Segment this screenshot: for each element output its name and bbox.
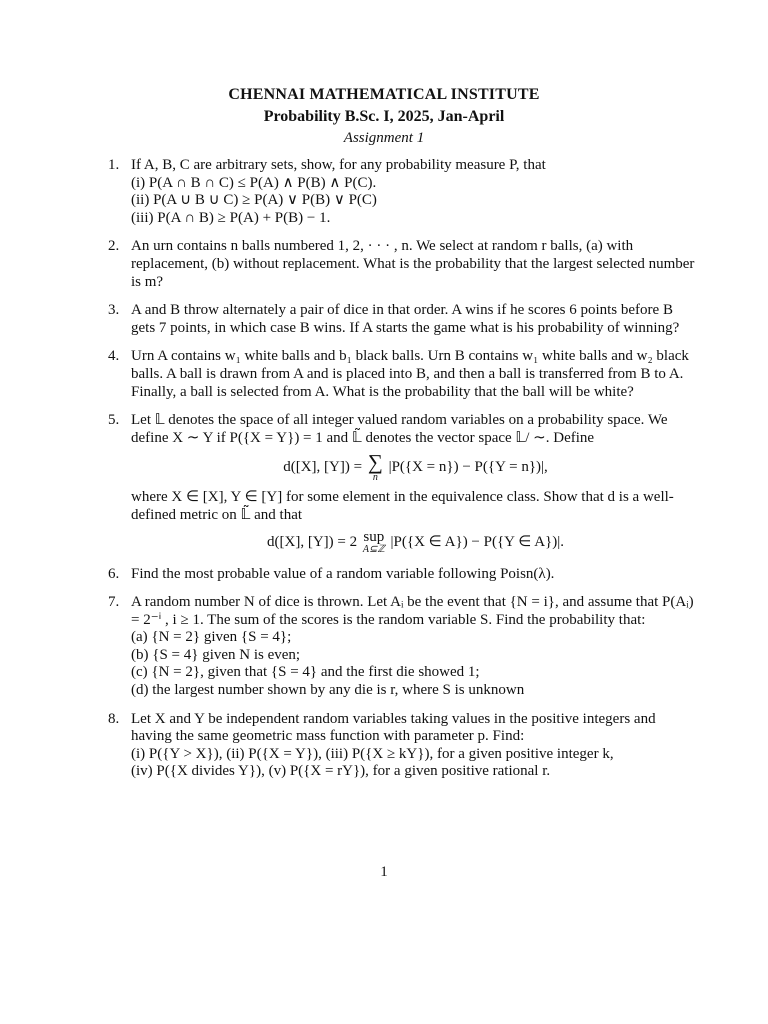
sup-index: A⊆ℤ — [362, 543, 385, 555]
sum-operator — [368, 452, 383, 483]
problem-number: 7. — [108, 594, 120, 611]
problem-number: 6. — [108, 565, 120, 582]
equation-rhs: |P({X = n}) − P({Y = n})|, — [388, 459, 548, 476]
problem-6 — [108, 566, 700, 584]
problem-number: 4. — [108, 348, 120, 365]
problem-text: Let 𝕃 denotes the space of all integer valued random variables on a probability space. We define X ∼ Y if P({X = Y}) = 1 and 𝕃̃ denotes the vector space 𝕃/ ∼. Define — [131, 412, 668, 446]
problem-part: (a) {N = 2} given {S = 4}; — [131, 629, 292, 646]
sum-index: n — [372, 472, 378, 484]
equation-rhs: |P({X ∈ A}) − P({Y ∈ A})|. — [390, 533, 564, 550]
metric-equation — [131, 452, 700, 483]
problem-number: 2. — [108, 238, 120, 255]
problem-5 — [108, 412, 700, 554]
equation-lhs: d([X], [Y]) = 2 — [267, 533, 358, 550]
problem-4 — [108, 348, 700, 401]
problem-2 — [108, 238, 700, 291]
problem-8 — [108, 711, 700, 781]
problem-number: 3. — [108, 302, 120, 319]
problem-7 — [108, 594, 700, 700]
problem-part: (i) P({Y > X}), (ii) P({X = Y}), (iii) P({X ≥ kY}), for a given positive integer k, — [131, 745, 614, 762]
problem-part: (b) {S = 4} given N is even; — [131, 646, 301, 663]
problem-list — [108, 157, 700, 792]
problem-text: If A, B, C are arbitrary sets, show, for any probability measure P, that — [131, 157, 546, 173]
problem-text: where X ∈ [X], Y ∈ [Y] for some element in the equivalence class. Show that d is a well-defined metric on 𝕃̃ and that — [131, 489, 674, 523]
page-number: 1 — [380, 864, 388, 880]
sup-symbol: sup — [363, 528, 385, 545]
problem-text: A and B throw alternately a pair of dice in that order. A wins if he scores 6 points before B gets 7 points, in which case B wins. If A starts the game what is his probability of winning? — [131, 302, 680, 336]
problem-text: Let X and Y be independent random variables taking values in the positive integers and having the same geometric mass function with parameter p. Find: — [131, 710, 656, 745]
sum-symbol: ∑ — [367, 450, 383, 475]
problem-part: (iv) P({X divides Y}), (v) P({X = rY}), for a given positive rational r. — [131, 763, 551, 780]
problem-text: Urn A contains w₁ white balls and b₁ black balls. Urn B contains w₁ white balls and w₂ black balls. A ball is drawn from A and is placed into B, and then a ball is transferred from B to A. Finally, a ball is selected from A. What is the probability that the ball will be white? — [131, 348, 689, 400]
problem-part: (i) P(A ∩ B ∩ C) ≤ P(A) ∧ P(B) ∧ P(C). — [131, 174, 377, 191]
problem-number: 1. — [108, 157, 120, 173]
institute-title: CHENNAI MATHEMATICAL INSTITUTE — [228, 86, 540, 103]
problem-part: (iii) P(A ∩ B) ≥ P(A) + P(B) − 1. — [131, 209, 331, 226]
sup-equation — [131, 530, 700, 555]
problem-text: A random number N of dice is thrown. Let Aᵢ be the event that {N = i}, and assume that P(Aᵢ) = 2⁻ⁱ , i ≥ 1. The sum of the scores is the random variable S. Find the probability that: — [131, 594, 694, 628]
problem-part: (d) the largest number shown by any die is r, where S is unknown — [131, 682, 525, 699]
sup-operator — [363, 530, 385, 555]
problem-part: (c) {N = 2}, given that {S = 4} and the first die showed 1; — [131, 664, 480, 681]
problem-number: 5. — [108, 412, 120, 429]
problem-number: 8. — [108, 710, 120, 727]
problem-part: (ii) P(A ∪ B ∪ C) ≥ P(A) ∨ P(B) ∨ P(C) — [131, 192, 377, 209]
assignment-title: Assignment 1 — [343, 130, 425, 146]
problem-text: Find the most probable value of a random variable following Poisn(λ). — [131, 565, 555, 582]
course-title: Probability B.Sc. I, 2025, Jan-April — [263, 108, 505, 125]
problem-1 — [108, 157, 700, 227]
equation-lhs: d([X], [Y]) = — [283, 459, 363, 476]
problem-3 — [108, 302, 700, 337]
problem-text: An urn contains n balls numbered 1, 2, · · · , n. We select at random r balls, (a) with replacement, (b) without replacement. What is the probability that the largest selected number is m? — [131, 238, 695, 290]
